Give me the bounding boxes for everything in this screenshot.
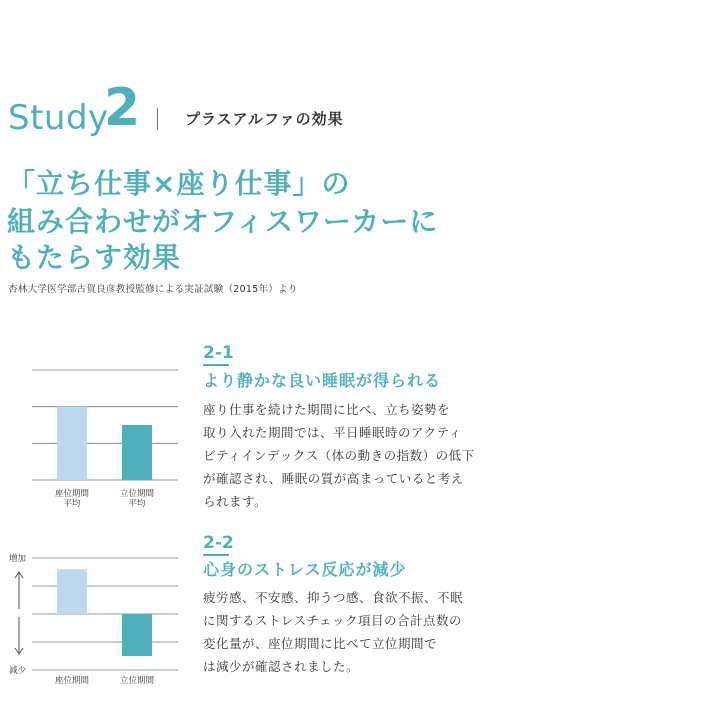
section-number-underline: [203, 364, 229, 366]
headline-line-2: 組み合わせがオフィスワーカーに: [7, 205, 439, 238]
body-line: られます。: [203, 494, 268, 509]
headline-line-1: 「立ち仕事×座り仕事」の: [7, 167, 351, 200]
arrow-down-icon: [15, 617, 23, 654]
body-line: ビティインデックス（体の動きの指数）の低下: [203, 448, 475, 463]
body-line: 疲労感、不安感、抑うつ感、食欲不振、不眠: [203, 590, 464, 605]
headline-line-3: もたらす効果: [7, 241, 182, 274]
chart-sleep: [0, 360, 200, 515]
arrow-up-icon: [15, 572, 23, 609]
body-line: に関するストレスチェック項目の合計点数の: [203, 613, 463, 628]
body-line: 変化量が、座位期間に比べて立位期間で: [203, 636, 438, 651]
chart2-ylabel-increase: 増加: [9, 554, 27, 564]
source-note: 杏林大学医学部古賀良彦教授監修による実証試験（2015年）より: [8, 284, 298, 295]
section-number-underline: [203, 554, 229, 556]
study-label: Study: [8, 98, 109, 138]
section-body: [203, 398, 475, 513]
section-title: より静かな良い睡眠が得られる: [203, 371, 442, 390]
body-line: 取り入れた期間では、平日睡眠時のアクティ: [203, 425, 462, 440]
chart2-xlabel-1: 座位期間: [54, 676, 90, 686]
bar: [57, 569, 87, 614]
chart2-xlabel-2: 立位期間: [119, 676, 155, 686]
chart1-xlabel-2-line2: 平均: [128, 499, 146, 509]
section-number: 2-1: [203, 343, 234, 363]
chart1-xlabel-1-line2: 平均: [63, 499, 81, 509]
bar: [57, 407, 87, 480]
study-subtitle: プラスアルファの効果: [185, 110, 344, 128]
section-title: 心身のストレス反応が減少: [203, 560, 407, 579]
bar: [122, 425, 152, 480]
chart1-xlabel-2-line1: 立位期間: [119, 489, 155, 499]
chart1-xlabel-1-line1: 座位期間: [54, 489, 90, 499]
chart2-ylabel-decrease: 減少: [9, 666, 27, 676]
header-divider: [157, 108, 158, 130]
body-line: は減少が確認されました。: [203, 659, 360, 674]
study-number: 2: [104, 78, 141, 138]
chart-stress: [0, 548, 200, 693]
section-number: 2-2: [203, 533, 234, 553]
bar: [122, 614, 152, 656]
body-line: 座り仕事を続けた期間に比べ、立ち姿勢を: [203, 402, 451, 417]
body-line: が確認され、睡眠の質が高まっていると考え: [203, 471, 464, 486]
section-body: [203, 586, 463, 678]
